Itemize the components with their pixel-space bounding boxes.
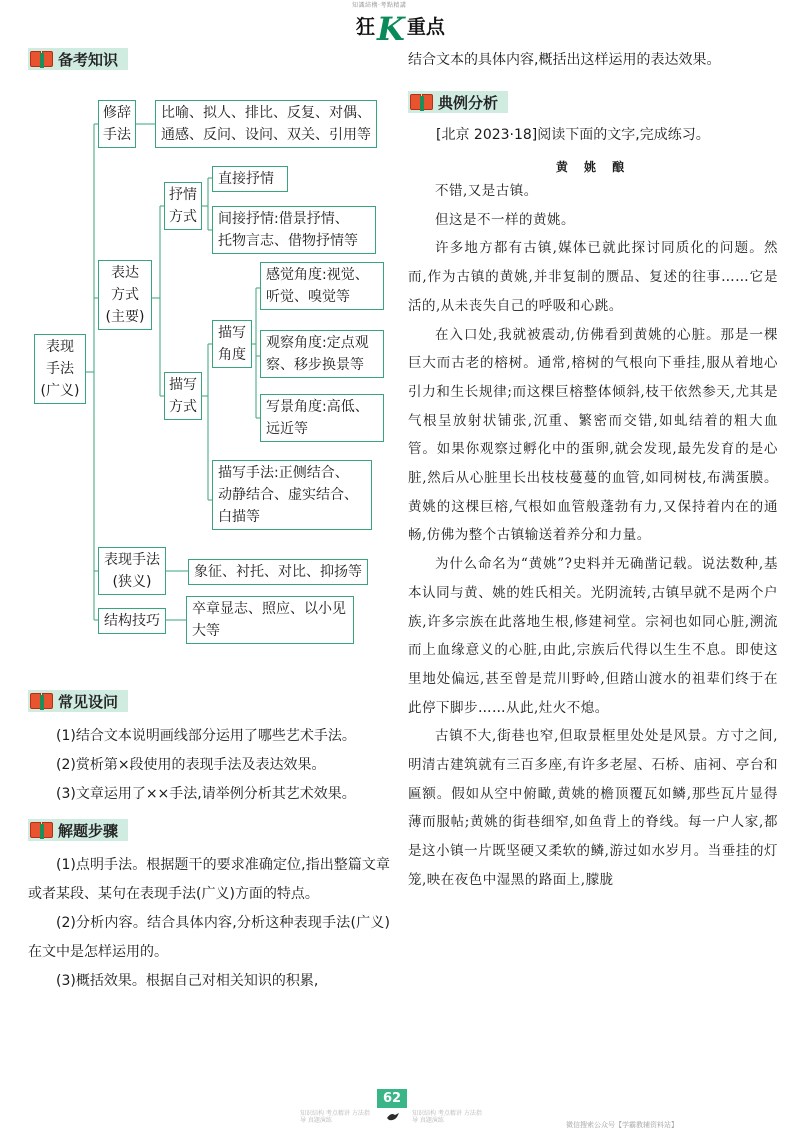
header-tagline: 知識結構·考點精講 (352, 2, 407, 9)
brand-logo (356, 10, 445, 48)
section-title: 常见设问 (58, 692, 119, 711)
section-common-questions (28, 690, 390, 809)
node-structure-list: 卒章显志、照应、以小见 大等 (186, 596, 354, 644)
node-structure: 结构技巧 (98, 608, 166, 634)
article-paragraph-5: 为什么命名为“黄姚”?史料并无确凿记载。说法数种,基本认同与黄、姚的姓氏相关。光阴流转,古镇早就不是两个户族,许多宗族在此落地生根,修建祠堂。宗祠也如同心脏,溯流而上血缘意义的心脏,由此,宗族后代得以生生不息。即使这里地处偏远,甚至曾是荒川野岭,但踏山渡水的祖辈们终于在此停下脚步……从此,灶火不熄。 (408, 556, 778, 716)
article-paragraph-4: 在入口处,我就被震动,仿佛看到黄姚的心脏。那是一棵巨大而古老的榕树。通常,榕树的气根向下垂挂,服从着地心引力和生长规律;而这棵巨榕整体倾斜,枝干依然参天,尤其是气根呈放射状铺张,沉重、繁密而交错,如虬结着的粗大血管。如果你观察过孵化中的蛋卵,就会发现,最先发育的是心脏,然后从心脏里长出枝枝蔓蔓的血管,如同树枝,布满蛋膜。黄姚的这棵巨榕,气根如血管般蓬勃有力,又保持着内在的通畅,仿佛为整个古镇输送着养分和力量。 (408, 326, 778, 544)
step-3-continued: 结合文本的具体内容,概括出这样运用的表达效果。 (408, 52, 721, 68)
section-header-questions (28, 690, 128, 712)
section-title: 典例分析 (438, 93, 499, 112)
node-rhetoric: 修辞 手法 (98, 100, 136, 148)
node-description-mode: 描写 方式 (164, 372, 202, 420)
section-title: 解题步骤 (58, 821, 119, 840)
node-indirect-lyric: 间接抒情:借景抒情、 托物言志、借物抒情等 (212, 206, 376, 254)
brand-left: 狂 (356, 16, 376, 38)
question-1: (1)结合文本说明画线部分运用了哪些艺术手法。 (56, 728, 356, 744)
section-steps (28, 819, 390, 996)
node-description-technique: 描写手法:正侧结合、 动静结合、虚实结合、 白描等 (212, 460, 372, 530)
example-intro: [北京 2023·18]阅读下面的文字,完成练习。 (436, 127, 710, 143)
section-header-knowledge (28, 48, 128, 70)
node-scene-angle: 写景角度:高低、 远近等 (260, 394, 384, 442)
step-1: (1)点明手法。根据题干的要求准确定位,指出整篇文章或者某段、某句在表现手法(广义)方面的特点。 (28, 857, 390, 902)
question-3: (3)文章运用了××手法,请举例分析其艺术效果。 (56, 786, 356, 802)
right-column (408, 44, 778, 895)
page-header (0, 0, 800, 48)
section-header-example (408, 91, 508, 113)
node-direct-lyric: 直接抒情 (212, 166, 288, 192)
article-title: 黄 姚 酿 (555, 160, 631, 174)
article-paragraph-3: 许多地方都有古镇,媒体已就此探讨同质化的问题。然而,作为古镇的黄姚,并非复制的赝品、复述的往事……它是活的,从未丧失自己的呼吸和心跳。 (408, 240, 778, 314)
article-paragraph-6: 古镇不大,街巷也窄,但取景框里处处是风景。方寸之间,明清古建筑就有三百多座,有许多老屋、石桥、庙祠、亭台和匾额。假如从空中俯瞰,黄姚的檐顶覆瓦如鳞,那些瓦片显得薄而服帖;黄姚的街巷细窄,如鱼背上的脊线。每一户人家,都是这小镇一片既坚硬又柔软的鳞,游过如水岁月。当垂挂的灯笼,映在夜色中湿黑的路面上,朦胧 (408, 728, 778, 888)
book-icon (30, 50, 54, 68)
book-icon (410, 93, 434, 111)
node-expression: 表达 方式 (主要) (98, 260, 152, 330)
watermark-text: 微信搜索公众号【学霸教辅资料站】 (566, 1121, 678, 1129)
node-lyric-mode: 抒情 方式 (164, 182, 202, 230)
node-rhetoric-list: 比喻、拟人、排比、反复、对偶、 通感、反问、设问、双关、引用等 (155, 100, 377, 148)
brand-k: K (377, 10, 405, 48)
node-description-angle: 描写 角度 (212, 320, 252, 368)
section-title: 备考知识 (58, 50, 119, 69)
page-number: 62 (377, 1089, 407, 1108)
node-sense-angle: 感觉角度:视觉、 听觉、嗅觉等 (260, 262, 384, 310)
article-paragraph-1: 不错,又是古镇。 (435, 183, 538, 199)
book-icon (30, 821, 54, 839)
article-paragraph-2: 但这是不一样的黄姚。 (435, 211, 575, 228)
node-narrow-technique: 表现手法 (狭义) (98, 547, 166, 595)
section-header-steps (28, 819, 128, 841)
step-3: (3)概括效果。根据自己对相关知识的积累, (56, 973, 319, 989)
node-observe-angle: 观察角度:定点观 察、移步换景等 (260, 330, 384, 378)
bird-icon (386, 1110, 400, 1122)
footer-pattern-right: 知识结构 考点精讲 方法指导 真题演练 (412, 1110, 482, 1124)
question-2: (2)赏析第×段使用的表现手法及表达效果。 (56, 757, 326, 773)
step-2: (2)分析内容。结合具体内容,分析这种表现手法(广义)在文中是怎样运用的。 (28, 915, 390, 960)
section-example (408, 91, 778, 895)
book-icon (30, 692, 54, 710)
node-root: 表现 手法 (广义) (34, 334, 86, 404)
node-narrow-list: 象征、衬托、对比、抑扬等 (188, 559, 368, 585)
left-column (28, 48, 390, 996)
footer-pattern-left: 知识结构 考点精讲 方法指导 真题演练 (300, 1110, 370, 1124)
knowledge-tree (28, 76, 390, 666)
brand-right: 重点 (406, 16, 445, 38)
